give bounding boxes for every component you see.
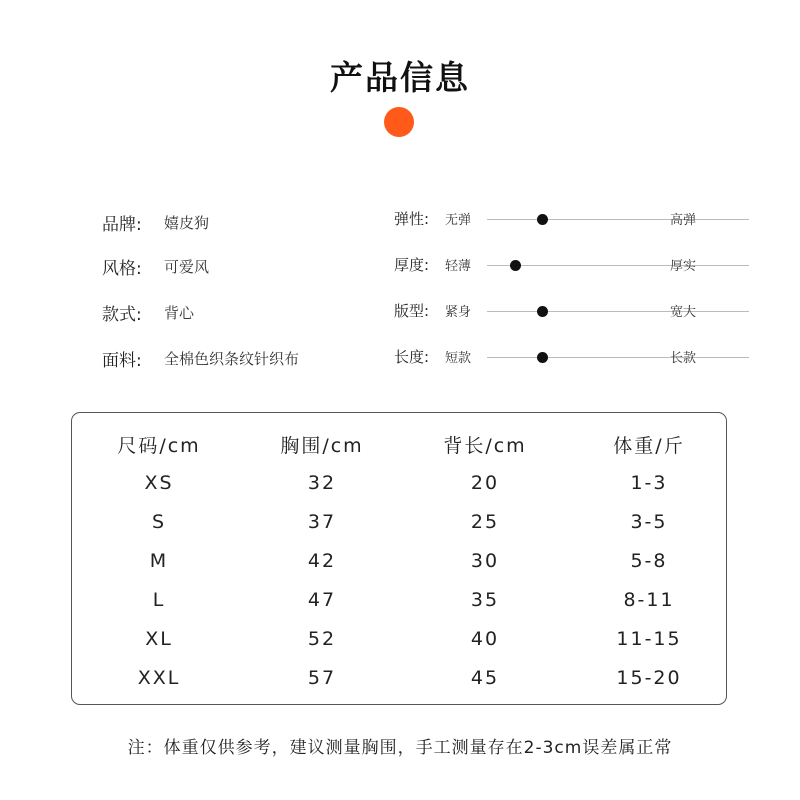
attr-row-elasticity xyxy=(394,207,714,231)
attr-high-label: 长款 xyxy=(670,351,697,366)
attr-scale-line xyxy=(487,357,749,358)
table-cell: L xyxy=(152,589,166,611)
attr-low-label: 短款 xyxy=(445,351,472,366)
footnote: 注：体重仅供参考，建议测量胸围，手工测量存在2-3cm误差属正常 xyxy=(127,738,673,758)
attr-high-label: 宽大 xyxy=(670,305,697,320)
table-cell: 20 xyxy=(470,472,500,494)
info-row-brand xyxy=(102,210,209,235)
attr-high-label: 高弹 xyxy=(670,213,697,228)
attr-knob xyxy=(537,352,548,363)
table-cell: S xyxy=(151,511,167,533)
attr-knob xyxy=(510,260,521,271)
table-cell: 42 xyxy=(307,550,337,572)
attr-low-label: 无弹 xyxy=(445,213,472,228)
info-value: 全棉色织条纹针织布 xyxy=(164,350,300,368)
table-cell: 3-5 xyxy=(630,511,668,533)
info-label: 风格: xyxy=(102,259,142,279)
table-cell: 30 xyxy=(470,550,500,572)
table-cell: M xyxy=(149,550,169,572)
attr-scale-line xyxy=(487,311,749,312)
info-value: 嬉皮狗 xyxy=(164,214,210,232)
table-header-chest: 胸围/cm xyxy=(280,435,364,457)
attr-knob xyxy=(537,306,548,317)
attr-scale-line xyxy=(487,219,749,220)
table-cell: 11-15 xyxy=(616,628,682,650)
attr-label: 长度: xyxy=(394,348,430,366)
table-cell: 32 xyxy=(307,472,337,494)
table-cell: 5-8 xyxy=(630,550,668,572)
attr-scale-line xyxy=(487,265,749,266)
info-row-fabric xyxy=(102,346,299,371)
table-cell: 25 xyxy=(470,511,500,533)
table-cell: XL xyxy=(145,628,173,650)
table-cell: 8-11 xyxy=(623,589,675,611)
table-cell: 52 xyxy=(307,628,337,650)
table-cell: 47 xyxy=(307,589,337,611)
info-row-type xyxy=(102,300,194,325)
attr-label: 弹性: xyxy=(394,210,430,228)
attr-low-label: 紧身 xyxy=(445,305,472,320)
table-header-weight: 体重/斤 xyxy=(613,435,685,457)
attr-row-thickness xyxy=(394,253,714,277)
attr-high-label: 厚实 xyxy=(670,259,697,274)
attr-label: 版型: xyxy=(394,302,430,320)
info-value: 可爱风 xyxy=(164,258,210,276)
table-cell: 40 xyxy=(470,628,500,650)
attr-row-fit xyxy=(394,299,714,323)
attr-knob xyxy=(537,214,548,225)
table-cell: 35 xyxy=(470,589,500,611)
page-title: 产品信息 xyxy=(330,58,470,97)
info-row-style xyxy=(102,254,209,279)
table-cell: 1-3 xyxy=(630,472,668,494)
table-cell: 15-20 xyxy=(616,667,682,689)
info-label: 面料: xyxy=(102,351,142,371)
table-cell: XS xyxy=(144,472,174,494)
accent-dot xyxy=(384,107,414,137)
table-cell: 37 xyxy=(307,511,337,533)
table-cell: 57 xyxy=(307,667,337,689)
info-label: 款式: xyxy=(102,305,142,325)
attr-row-length xyxy=(394,345,714,369)
table-header-back: 背长/cm xyxy=(443,435,527,457)
table-cell: 45 xyxy=(470,667,500,689)
table-header-size: 尺码/cm xyxy=(117,435,201,457)
table-cell: XXL xyxy=(137,667,181,689)
info-label: 品牌: xyxy=(102,215,142,235)
info-value: 背心 xyxy=(164,304,195,322)
size-table xyxy=(71,412,727,705)
attr-low-label: 轻薄 xyxy=(445,259,472,274)
attr-label: 厚度: xyxy=(394,256,430,274)
